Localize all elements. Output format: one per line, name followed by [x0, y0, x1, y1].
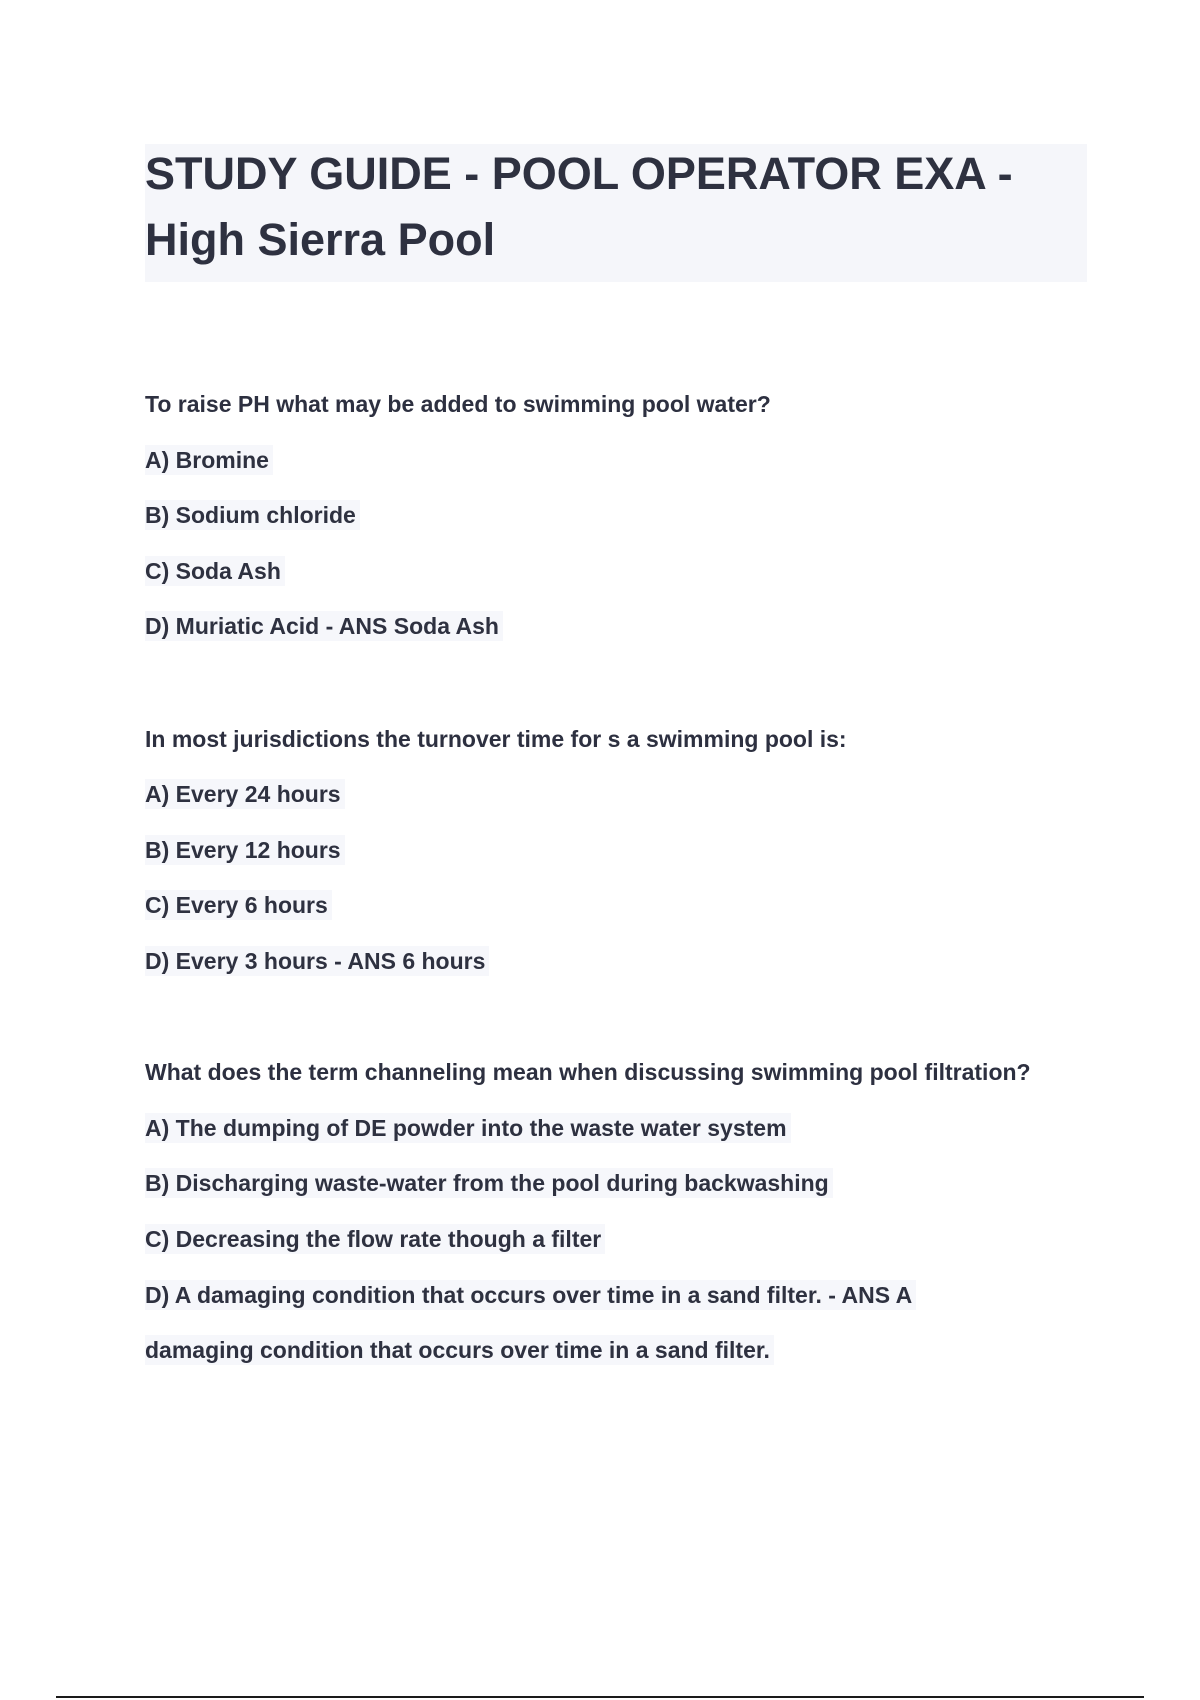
- question-3-option-c: C) Decreasing the flow rate though a filter: [145, 1224, 605, 1254]
- question-2-text: In most jurisdictions the turnover time for s a swimming pool is:: [145, 726, 847, 752]
- footer-divider: [56, 1696, 1144, 1698]
- question-1-option-a: A) Bromine: [145, 445, 273, 475]
- question-1-option-d-answer: D) Muriatic Acid - ANS Soda Ash: [145, 611, 503, 641]
- question-3-option-b: B) Discharging waste-water from the pool during backwashing: [145, 1168, 833, 1198]
- document-title-line-1: STUDY GUIDE - POOL OPERATOR EXA -: [145, 148, 1013, 199]
- question-2-option-d-answer: D) Every 3 hours - ANS 6 hours: [145, 946, 489, 976]
- question-1-option-b: B) Sodium chloride: [145, 500, 360, 530]
- question-2-option-b: B) Every 12 hours: [145, 835, 345, 865]
- document-title-line-2: High Sierra Pool: [145, 214, 496, 265]
- question-1-text: To raise PH what may be added to swimming pool water?: [145, 391, 771, 417]
- question-3-answer-continuation: damaging condition that occurs over time in a sand filter.: [145, 1335, 774, 1365]
- question-3-option-a: A) The dumping of DE powder into the waste water system: [145, 1113, 791, 1143]
- question-3-option-d-answer: D) A damaging condition that occurs over time in a sand filter. - ANS A: [145, 1280, 916, 1310]
- question-2-option-c: C) Every 6 hours: [145, 890, 332, 920]
- question-3-text: What does the term channeling mean when discussing swimming pool filtration?: [145, 1059, 1031, 1085]
- question-2-option-a: A) Every 24 hours: [145, 779, 345, 809]
- title-block: [145, 144, 1087, 282]
- question-1-option-c: C) Soda Ash: [145, 556, 285, 586]
